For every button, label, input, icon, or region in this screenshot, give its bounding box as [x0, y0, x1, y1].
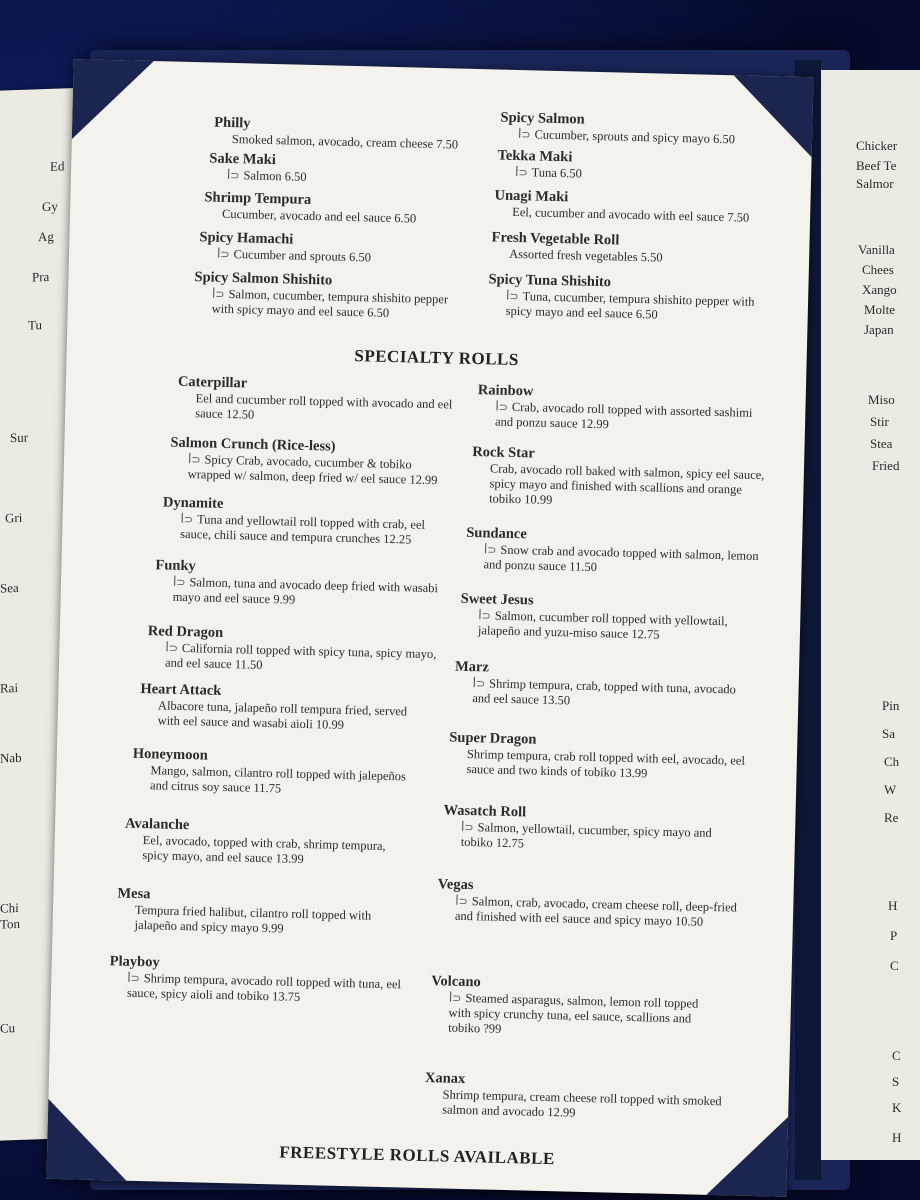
item-name: Caterpillar: [177, 373, 248, 392]
item-name: Spicy Hamachi: [199, 229, 294, 248]
item-desc: Shrimp tempura, cream cheese roll topped with smoked salmon and avocado 12.99: [442, 1087, 722, 1120]
item-name: Tekka Maki: [497, 147, 573, 166]
item-desc: Salmon, crab, avocado, cream cheese roll, deep-fried and finished with eel sauce and spicy mayo 10.50: [454, 894, 738, 929]
right-fragment: H: [888, 898, 898, 913]
back-fragment: Cu: [0, 1020, 16, 1036]
back-fragment: Ton: [0, 915, 21, 932]
item-desc: Snow crab and avocado topped with salmon, lemon and ponzu sauce 11.50: [483, 542, 759, 575]
menu-item: [488, 271, 769, 325]
item-name: Vegas: [437, 876, 474, 894]
right-fragment: Re: [884, 810, 899, 825]
item-desc: Cucumber, avocado and eel sauce 6.50: [221, 206, 417, 226]
freestyle-footer: FREESTYLE ROLLS AVAILABLE: [279, 1142, 556, 1169]
menu-item: [460, 591, 761, 645]
item-name: Red Dragon: [147, 623, 224, 641]
gluten-free-icon: ꟾ⊃: [180, 512, 194, 527]
right-fragment: S: [892, 1074, 900, 1089]
item-name: Wasatch Roll: [443, 802, 527, 821]
item-name: Unagi Maki: [494, 187, 569, 206]
menu-item: [139, 681, 425, 735]
right-fragment: Xango: [862, 282, 897, 297]
item-name: Spicy Tuna Shishito: [488, 271, 612, 291]
item-name: Funky: [155, 557, 196, 575]
right-fragment: Miso: [868, 392, 895, 407]
right-fragment: P: [890, 928, 898, 943]
item-desc: Crab, avocado roll baked with salmon, spicy eel sauce, spicy mayo and finished with scallions and orange tobiko 10.99: [489, 461, 765, 507]
corner-protector: [72, 59, 154, 141]
back-fragment: Sea: [0, 579, 19, 596]
item-desc: Albacore tuna, jalapeño roll tempura fried, served with eel sauce and wasabi aioli 10.99: [157, 698, 408, 732]
item-name: Heart Attack: [140, 680, 222, 699]
item-name: Volcano: [431, 973, 481, 991]
gluten-free-icon: ꟾ⊃: [216, 247, 230, 261]
menu-item: [443, 802, 744, 856]
item-name: Xanax: [424, 1070, 466, 1087]
menu-item: [491, 229, 792, 268]
back-fragment: Ag: [38, 228, 54, 245]
item-name: Sake Maki: [209, 150, 277, 169]
item-desc: Shrimp tempura, crab, topped with tuna, avocado and eel sauce 13.50: [472, 676, 737, 708]
right-fragment: Beef Te: [856, 158, 897, 173]
item-desc: Tuna 6.50: [531, 165, 583, 181]
item-desc: Salmon 6.50: [243, 168, 307, 184]
gluten-free-icon: ꟾ⊃: [472, 677, 486, 691]
gluten-free-icon: ꟾ⊃: [127, 971, 140, 986]
right-fragment: Vanilla: [858, 242, 895, 257]
right-fragment: Fried: [872, 458, 900, 473]
right-fragment: Japan: [864, 322, 894, 337]
menu-item: [465, 525, 766, 579]
menu-item: [199, 229, 500, 268]
item-name: Avalanche: [124, 815, 190, 834]
item-name: Spicy Salmon Shishito: [194, 269, 333, 289]
gluten-free-icon: ꟾ⊃: [455, 894, 468, 909]
right-fragment: K: [892, 1100, 902, 1115]
menu-item: [209, 150, 510, 189]
item-name: Sundance: [466, 524, 527, 543]
menu-item: [471, 444, 767, 513]
item-desc: Salmon, cucumber roll topped with yellowtail, jalapeño and yuzu-miso sauce 12.75: [477, 608, 728, 642]
item-desc: Eel and cucumber roll topped with avocado and eel sauce 12.50: [195, 391, 453, 422]
right-fragment: C: [892, 1048, 901, 1063]
menu-item: [430, 973, 721, 1042]
menu-item: [497, 148, 798, 187]
item-desc: Steamed asparagus, salmon, lemon roll topped with spicy crunchy tuna, eel sauce, scallions and tobiko ?99: [448, 990, 699, 1036]
item-desc: Tuna and yellowtail roll topped with crab, eel sauce, chili sauce and tempura crunches 12.25: [180, 512, 426, 547]
item-name: Sweet Jesus: [460, 590, 534, 609]
menu-item: [448, 730, 754, 784]
back-fragment: Nab: [0, 749, 22, 766]
right-fragment: Salmor: [856, 176, 894, 191]
item-name: Dynamite: [162, 494, 224, 512]
menu-item: [204, 189, 505, 228]
menu-item: [477, 382, 763, 436]
back-fragment: Tu: [28, 317, 42, 333]
item-desc: Salmon, tuna and avocado deep fried with wasabi mayo and eel sauce 9.99: [172, 575, 439, 607]
gluten-free-icon: ꟾ⊃: [165, 641, 179, 655]
right-fragment: W: [884, 782, 897, 797]
menu-item: [154, 557, 440, 611]
back-fragment: Ed: [50, 158, 65, 174]
back-fragment: Sur: [10, 429, 29, 446]
item-desc: Crab, avocado roll topped with assorted sashimi and ponzu sauce 12.99: [494, 399, 753, 432]
gluten-free-icon: ꟾ⊃: [505, 289, 519, 304]
gluten-free-icon: ꟾ⊃: [478, 609, 491, 623]
menu-page: [46, 59, 813, 1197]
item-desc: Smoked salmon, avocado, cream cheese 7.50: [231, 132, 459, 152]
menu-item: [494, 187, 795, 226]
menu-item: [194, 269, 465, 323]
gluten-free-icon: ꟾ⊃: [187, 453, 201, 467]
item-desc: Spicy Crab, avocado, cucumber & tobiko wrapped w/ salmon, deep fried w/ eel sauce 12.99: [187, 452, 438, 488]
item-name: Fresh Vegetable Roll: [491, 229, 620, 249]
item-name: Super Dragon: [449, 729, 537, 748]
item-desc: Salmon, cucumber, tempura shishito pepper with spicy mayo and eel sauce 6.50: [211, 286, 449, 320]
back-fragment: Gy: [42, 198, 58, 215]
back-fragment: Rai: [0, 679, 19, 696]
gluten-free-icon: ꟾ⊃: [172, 575, 186, 590]
right-fragment: C: [890, 958, 899, 973]
item-name: Honeymoon: [132, 745, 208, 764]
gluten-free-icon: ꟾ⊃: [448, 991, 462, 1005]
item-name: Playboy: [109, 953, 160, 971]
item-desc: Salmon, yellowtail, cucumber, spicy mayo and tobiko 12.75: [460, 820, 712, 851]
menu-item: [214, 115, 515, 154]
right-fragment: Stea: [870, 436, 893, 451]
right-fragment: Sa: [882, 726, 895, 741]
menu-item: [109, 953, 405, 1007]
menu-item: [162, 494, 448, 548]
menu-item: [437, 876, 743, 930]
menu-item: [177, 374, 458, 428]
item-name: Marz: [454, 658, 490, 676]
menu-item: [424, 1070, 730, 1124]
menu-item: [132, 746, 418, 800]
item-desc: Mango, salmon, cilantro roll topped with jalepeños and citrus soy sauce 11.75: [149, 763, 407, 796]
back-fragment: Chi: [0, 899, 19, 916]
gluten-free-icon: ꟾ⊃: [211, 287, 225, 301]
item-desc: Eel, avocado, topped with crab, shrimp tempura, spicy mayo, and eel sauce 13.99: [142, 833, 386, 866]
right-fragment: Pin: [882, 698, 900, 713]
item-desc: Shrimp tempura, crab roll topped with eel, avocado, eel sauce and two kinds of tobiko 13.99: [466, 746, 746, 781]
right-fragment: Stir: [870, 414, 889, 429]
right-fragment: H: [892, 1130, 902, 1145]
right-fragment: Ch: [884, 754, 900, 769]
item-name: Rainbow: [477, 382, 534, 400]
menu-item: [116, 885, 412, 939]
item-name: Mesa: [117, 885, 151, 903]
item-desc: Shrimp tempura, avocado roll topped with tuna, eel sauce, spicy aioli and tobiko 13.75: [126, 971, 402, 1004]
menu-item: [147, 623, 438, 677]
gluten-free-icon: ꟾ⊃: [495, 400, 509, 414]
item-desc: Cucumber, sprouts and spicy mayo 6.50: [534, 127, 736, 147]
item-name: Spicy Salmon: [500, 109, 585, 128]
gluten-free-icon: ꟾ⊃: [460, 820, 474, 835]
item-desc: Assorted fresh vegetables 5.50: [508, 246, 663, 265]
gluten-free-icon: ꟾ⊃: [517, 128, 531, 142]
item-desc: California roll topped with spicy tuna, spicy mayo, and eel sauce 11.50: [164, 640, 437, 672]
item-name: Philly: [214, 114, 251, 132]
item-name: Rock Star: [472, 443, 535, 462]
menu-item: [454, 659, 745, 713]
right-fragment: Molte: [864, 302, 896, 317]
menu-item: [500, 110, 801, 149]
menu-item: [124, 816, 415, 870]
menu-item: [169, 435, 450, 489]
back-fragment: Pra: [32, 268, 50, 285]
gluten-free-icon: ꟾ⊃: [226, 168, 240, 183]
section-heading: SPECIALTY ROLLS: [354, 346, 520, 370]
back-fragment: Gri: [5, 509, 23, 526]
item-name: Shrimp Tempura: [204, 189, 312, 208]
item-desc: Cucumber and sprouts 6.50: [233, 247, 372, 265]
item-name: Salmon Crunch (Rice-less): [170, 434, 336, 455]
item-desc: Tempura fried halibut, cilantro roll topped with jalapeño and spicy mayo 9.99: [134, 902, 372, 936]
gluten-free-icon: ꟾ⊃: [483, 543, 497, 557]
next-menu-page-right: [820, 70, 920, 1160]
right-fragment: Chicker: [856, 138, 898, 153]
gluten-free-icon: ꟾ⊃: [514, 165, 528, 180]
item-desc: Tuna, cucumber, tempura shishito pepper with spicy mayo and eel sauce 6.50: [505, 289, 755, 322]
right-fragment: Chees: [862, 262, 894, 277]
item-desc: Eel, cucumber and avocado with eel sauce 7.50: [512, 204, 750, 225]
